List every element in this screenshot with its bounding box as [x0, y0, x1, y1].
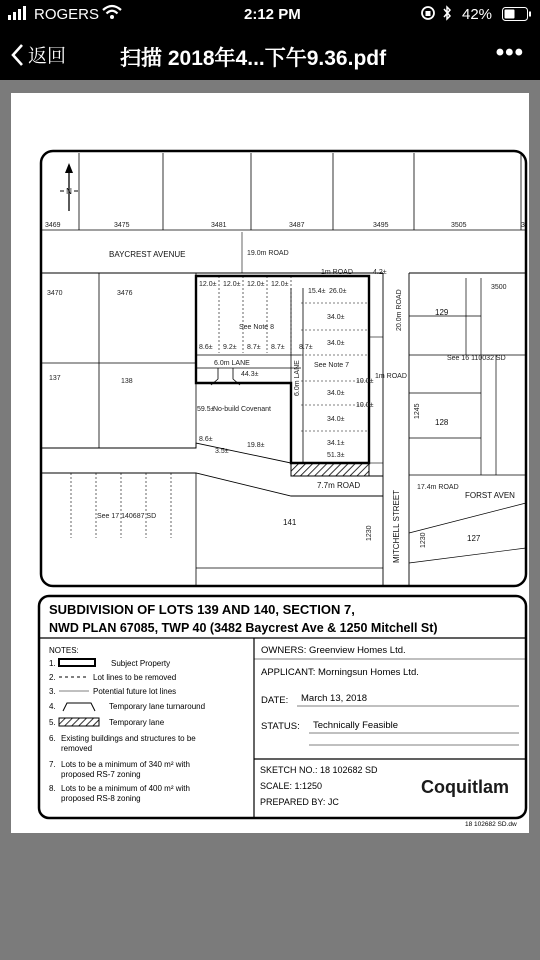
- lot-number: 3470: [47, 290, 63, 297]
- svg-text:proposed RS-7 zoning: proposed RS-7 zoning: [61, 770, 141, 779]
- turnaround-swatch: [63, 703, 95, 711]
- top-lot-lines: [41, 153, 526, 230]
- lot-number: 3475: [114, 222, 130, 229]
- nav-bar: [0, 30, 540, 80]
- coquitlam-logo: Coquitlam: [421, 777, 509, 797]
- battery-icon: [502, 7, 532, 25]
- lane-label: 6.0m LANE: [214, 360, 250, 367]
- dimension-label: 12.0±: [271, 281, 289, 288]
- status-value: Technically Feasible: [313, 720, 399, 731]
- north-arrow-icon: [60, 163, 78, 211]
- dimension-label: 44.3±: [241, 371, 259, 378]
- notes-list: [49, 659, 205, 803]
- lot-number: 3495: [373, 222, 389, 229]
- notes-heading: NOTES:: [49, 646, 79, 655]
- document-title: 扫描 2018年4...下午9.36.pdf: [120, 47, 387, 70]
- scale-label: SCALE: 1:1250: [260, 781, 323, 791]
- dimension-label: 34.0±: [327, 314, 345, 321]
- chevron-left-icon: [10, 43, 24, 67]
- street-name: MITCHELL STREET: [392, 489, 401, 563]
- svg-text:Lots to be a minimum of 340 m²: Lots to be a minimum of 340 m² with: [61, 760, 190, 769]
- lane-label: 6.0m LANE: [294, 360, 301, 396]
- note-reference: See 16 110032 SD: [447, 355, 506, 362]
- dimension-label: 19.8±: [247, 442, 265, 449]
- svg-text:2.: 2.: [49, 673, 56, 682]
- svg-text:6.: 6.: [49, 734, 56, 743]
- wifi-icon: [102, 4, 122, 24]
- north-label: N: [66, 187, 72, 196]
- road-width-label: 19.0m ROAD: [247, 250, 289, 257]
- dimension-label: 3.5±: [215, 448, 229, 455]
- dimension-label: 8.7±: [271, 344, 285, 351]
- lot-number: 138: [121, 378, 133, 385]
- svg-text:removed: removed: [61, 744, 93, 753]
- orientation-lock-icon: [420, 5, 436, 25]
- back-button[interactable]: [10, 41, 66, 68]
- dimension-label: 8.6±: [199, 344, 213, 351]
- applicant-label: APPLICANT: Morningsun Homes Ltd.: [261, 667, 419, 678]
- dimension-label: 8.7±: [247, 344, 261, 351]
- lot-number: 3481: [211, 222, 227, 229]
- lot-number: 3500: [491, 284, 507, 291]
- dimension-label: 9.2±: [223, 344, 237, 351]
- note-reference: See Note 7: [314, 362, 350, 369]
- dimension-label: 15.4±: [308, 288, 326, 295]
- lot-number: 3476: [117, 290, 133, 297]
- dimension-label: 12.0±: [223, 281, 241, 288]
- dimension-label: 10.0±: [356, 378, 374, 385]
- svg-text:Subject Property: Subject Property: [111, 659, 171, 668]
- dimension-label: 34.0±: [327, 416, 345, 423]
- dimension-label: 8.7±: [299, 344, 313, 351]
- carrier-label: ROGERS: [34, 6, 100, 23]
- sketch-title: SUBDIVISION OF LOTS 139 AND 140, SECTION 7,: [49, 602, 355, 617]
- svg-text:Temporary lane turnaround: Temporary lane turnaround: [109, 702, 206, 711]
- dimension-label: 10.0±: [356, 402, 374, 409]
- lot-number: 3505: [451, 222, 467, 229]
- signal-icon: [8, 6, 30, 24]
- svg-text:1.: 1.: [49, 659, 56, 668]
- future-lot-lines: [71, 473, 171, 538]
- dimension-label: 8.6±: [199, 436, 213, 443]
- owners-label: OWNERS: Greenview Homes Ltd.: [261, 645, 406, 656]
- street-name: FORST AVEN: [465, 491, 515, 500]
- lot-number: 137: [49, 375, 61, 382]
- lot-number: 141: [283, 518, 297, 527]
- dimension-label: 26.0±: [329, 288, 347, 295]
- date-value: March 13, 2018: [301, 693, 368, 704]
- status-label: STATUS:: [261, 721, 300, 732]
- lot-number: 129: [435, 308, 449, 317]
- lot-number: 1245: [414, 403, 421, 419]
- svg-text:Potential future lot lines: Potential future lot lines: [93, 687, 177, 696]
- more-options-icon[interactable]: •••: [495, 39, 524, 66]
- note-reference: See 17 140687 SD: [97, 513, 157, 520]
- bluetooth-icon: [442, 5, 452, 25]
- lot-number: 3469: [45, 222, 61, 229]
- svg-text:proposed RS-8 zoning: proposed RS-8 zoning: [61, 794, 141, 803]
- status-bar: [0, 0, 540, 30]
- subject-property-outline: [196, 276, 369, 463]
- prepared-by: PREPARED BY: JC: [260, 797, 339, 807]
- temporary-lane-swatch: [59, 718, 99, 726]
- lot-number: 3487: [289, 222, 305, 229]
- svg-text:8.: 8.: [49, 784, 56, 793]
- note-reference: See Note 8: [239, 324, 275, 331]
- dimension-label: 12.0±: [199, 281, 217, 288]
- road-label: 1m ROAD: [375, 373, 407, 380]
- lot-number: 1230: [366, 525, 373, 541]
- lot-number: 128: [435, 418, 449, 427]
- lot-number: 127: [467, 534, 481, 543]
- road-width-label: 20.0m ROAD: [396, 289, 403, 331]
- svg-text:Existing buildings and structu: Existing buildings and structures to be: [61, 734, 196, 743]
- dimension-label: 34.0±: [327, 340, 345, 347]
- battery-percent: 42%: [462, 6, 493, 23]
- pdf-page: [11, 93, 529, 833]
- lot-number: 3: [521, 222, 525, 229]
- subdivision-sketch: [11, 93, 529, 833]
- svg-text:Lots to be a minimum of 400 m²: Lots to be a minimum of 400 m² with: [61, 784, 190, 793]
- back-label: 返回: [28, 46, 67, 67]
- dimension-label: 51.3±: [327, 452, 345, 459]
- sketch-number: SKETCH NO.: 18 102682 SD: [260, 765, 378, 775]
- sketch-title: NWD PLAN 67085, TWP 40 (3482 Baycrest Ave & 1250 Mitchell St): [49, 621, 438, 635]
- file-reference: 18 102682 SD.dw: [465, 821, 517, 828]
- covenant-label: No-build Covenant: [213, 406, 271, 413]
- document-viewer[interactable]: [0, 80, 540, 960]
- road-label: 1m ROAD: [321, 269, 353, 276]
- dimension-label: 34.1±: [327, 440, 345, 447]
- date-label: DATE:: [261, 695, 289, 706]
- dimension-label: 4.2±: [373, 269, 387, 276]
- street-name: BAYCREST AVENUE: [109, 250, 186, 259]
- road-width-label: 17.4m ROAD: [417, 484, 459, 491]
- dimension-label: 12.0±: [247, 281, 265, 288]
- svg-text:Lot lines to be removed: Lot lines to be removed: [93, 673, 177, 682]
- dimension-label: 34.0±: [327, 390, 345, 397]
- svg-text:7.: 7.: [49, 760, 56, 769]
- svg-text:4.: 4.: [49, 702, 56, 711]
- dimension-label: 59.5±: [197, 406, 215, 413]
- clock: 2:12 PM: [244, 6, 301, 23]
- svg-text:5.: 5.: [49, 718, 56, 727]
- lot-number: 1230: [420, 532, 427, 548]
- svg-text:3.: 3.: [49, 687, 56, 696]
- left-lot-lines: [41, 273, 196, 448]
- road-label: 7.7m ROAD: [317, 481, 361, 490]
- temporary-lane: [291, 463, 369, 476]
- svg-text:Temporary lane: Temporary lane: [109, 718, 165, 727]
- right-lot-lines: [409, 278, 526, 563]
- subject-property-swatch: [59, 659, 95, 666]
